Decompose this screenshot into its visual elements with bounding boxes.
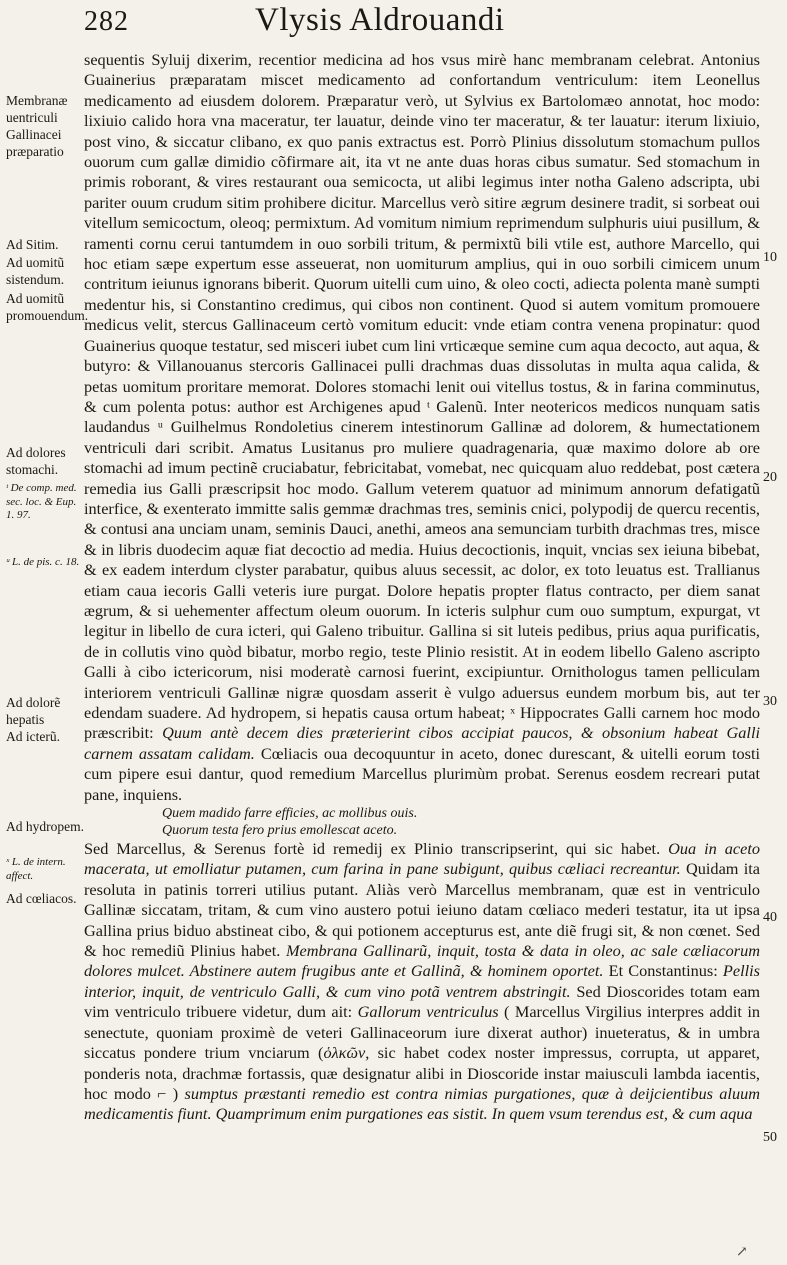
line-number-10: 10 xyxy=(763,250,777,265)
italic-quote: Membrana Gallinarũ, inquit, tosta & data in oleo, ac sale cæliacorum dolores mulcet. Abstinere autem frugibus ante et Gallinã, & hominem oportet. xyxy=(84,941,760,981)
line-number-30: 30 xyxy=(763,694,777,709)
running-head: Vlysis Aldrouandi xyxy=(255,2,505,38)
italic-quote: Gallorum ventriculus xyxy=(357,1002,499,1022)
margin-note-vomitum-sistendum: Ad uomitũ sistendum. xyxy=(6,255,65,287)
margin-note-dolores-stomachi: Ad dolores stomachi. xyxy=(6,445,66,477)
margin-note-membrane: Membranæ uentriculi Gallinacei præparatio xyxy=(6,93,68,159)
text-run: Sed Marcellus, & Serenus fortè id remedij ex Plinio transcripserint, qui sic habet. xyxy=(84,839,661,859)
verse-line: Quorum testa fero prius emollescat aceto. xyxy=(162,823,398,839)
verse-line: Quem madido farre efficies, ac mollibus ouis. xyxy=(162,806,418,822)
text-run: Quidam ita resoluta in patinis torreri utilius putant. Aliàs verò Marcellus membranam, quæ est in ventriculo Gallinæ siccatam, tritam, & cum vino austero potui ieiuno datam cœliaco mederi testatur, ita ut ipsa Gallina prius biduo abstineat cibo, & qui potionem accepturus est, ante diẽ frugi sit, & non cœnet. Sed & hoc remediũ Plinius habet. xyxy=(84,859,760,961)
margin-note-dolore-hepatis: Ad dolorẽ hepatis xyxy=(6,695,61,727)
text-run: , sic habet codex noster impressus, corrupta, ut apparet, ponderis nota, drachmæ fortassis, quæ designatur alibi in Dioscoride instar maiusculi lambda iacentis, hoc modo ⌐ ) xyxy=(84,1043,760,1103)
italic-quote: Quum antè decem dies præterierint cibos accipiat paucos, & obsonium habeat Galli carnem assatam calidam. xyxy=(84,723,760,763)
italic-quote: sumptus præstanti remedio est contra nimias purgationes, quæ à deijcientibus aluum medicamentis fiunt. Quamprimum enim purgationes eas sistit. In quem vsum terendus est, & cum aqua xyxy=(84,1083,760,1124)
main-text xyxy=(84,50,760,1125)
paragraph xyxy=(84,50,760,805)
text-run: ( Marcellus Virgilius interpres addit in senectute, quoniam proximè de veteri Gallinaceorum iure dixerat author) inueteratus, & in umbra siccatus pondere trium vnciarum ( xyxy=(84,1002,760,1063)
margin-note-icterum: Ad icterũ. xyxy=(6,729,60,744)
text-run: Cœliacis oua decoquuntur in aceto, donec durescant, & uitelli eorum tosti cum pipere esui dantur, quod remedium Marcellus plurimùm probat. Serenus eosdem recreari putat pane, inquiens. xyxy=(84,743,761,804)
handwritten-annotation-icon: ↗ xyxy=(736,1245,748,1260)
line-number-40: 40 xyxy=(763,910,777,925)
italic-quote: Oua in aceto macerata, ut emolliatur putamen, cum farina in pane subigunt, quibus cæliaci recreantur. xyxy=(84,839,761,879)
margin-note-ref-x: ˣ L. de intern. affect. xyxy=(6,856,66,882)
margin-note-ref-u: ᵘ L. de pis. c. 18. xyxy=(6,556,80,568)
line-number-20: 20 xyxy=(763,470,777,485)
paragraph xyxy=(84,839,760,1125)
margin-note-hydropem: Ad hydropem. xyxy=(6,819,84,834)
text-run: sequentis Syluij dixerim, recentior medicina ad hos vsus mirè hanc membranam celebrat. Antonius Guainerius præparatam miscet medicamento ad confortandum ventriculum: item Leonellus medicamento ad eiusdem dolorem. Præparatur verò, ut Sylvius ex Bartolomæo annotat, hoc modo: lixiuio calido hora vna maceratur, ter lauatur, deinde vino ter maceratur, & ter lauatur: iterum lixiuio, post vino, & siccatur clibano, ex quo panis extractus est. Porrò Plinius dissolutum stomachum pullos ouorum cum gallæ dimidio cõfirmare ait, ita vt ne ante duas horas cibus sumatur. Sed stomachum in primis roborant, & vires restaurant oua semicocta, ut alibi legimus inter notha Galeno adscripta, ubi pariter ouum crudum sitim prohibere dicitur. Marcellus verò sitire ægrum desinere tradit, si sorbeat oui vitellum semicoctum, oleoq; permixtum. Ad vomitum nimium reprimendum sulphuris uiui pusillum, & ramenti cornu cerui tantumdem in ouo sorbili tritum, & permixtũ bili vtile est, authore Marcello, qui hoc etiam sæpe expertum esse asseuerat, non uomiturum amplius, qui in ouo sorbili cimicem unum contritum ieiunus ignorans biberit. Quorum uitelli cum uino, & oleo cocti, adiecta polenta manè sumpti medentur his, si Constantino credimus, qui cibos non continent. Quod si autem vomitum promouere medicus velit, stercus Gallinaceum certò vomitum educit: vnde etiam contra venena propinatur: quod Guainerius quoque testatur, sed misceri iubet cum lini vrticæque semine cum aqua decocto, aut aqua, & butyro: & Villanouanus stercoris Gallinacei pulli drachmas duas dissolutas in multa aqua calida, & petas uomitum proritare memorat. Dolores stomachi lenit oui vitellus tostus, & in farina comminutus, & cum polenta potus: author est Archigenes apud ᵗ Galenũ. Inter neotericos medicos nunquam satis laudandus ᵘ Guilhelmus Rondoletius cinerem intestinorum Gallinæ ad dolorem, & humectationem ventriculi dari scribit. Amatus Lusitanus pro muliere quadragenaria, quæ maximo dolore ab ore stomachi ad imum pectinẽ cruciabatur, febricitabat, vomebat, nec quicquam aluo reddebat, post cætera remedia ius Galli præscripsit hoc modo. Gallum veterem quatuor ad minimum annorum defatigatũ interfice, & exenterato immitte salis gemmæ drachmas tres, seminis cnici, polypodij de quercu recentis, & contusi ana unciam unam, seminis Dauci, anethi, ameos ana semunciam turbith drachmas tres, misce & in libris duodecim aquæ fiat decoctio ad media. Huius decoctionis, inquit, vncias sex ieiuna bibebat, & ex eadem interdum clyster parabatur, quibus aluus secessit, ac dolor, ex toto leuatus est. Trallianus etiam caua iecoris Galli veteris iure purgat. Dolore hepatis propter flatus contracto, per diem sanat ægrum, & si uehementer affectum oleum ouorum. In icteris sulphur cum ouo sumptum, expurgat, vt legitur in libello de cura icteri, qui Galeno tribuitur. Gallina si sit luteis pedibus, prius aqua purificatis, de in collutis vino quòd bibatur, morbo regio, teste Plinio resistit. At in eodem libello Galeno ascripto Galli à cibo ictericorum, nisi moderatè carnosi fuerint, excipiuntur. Ornithologus tamen pelliculam interiorem ventriculi Gallinæ nigræ quosdam asserit è vulgo aduersus eundem morbum bis, aut ter edendam suadere. Ad hydropem, si hepatis causa ortum habeat; ˣ Hippocrates Galli carnem hoc modo præscribit: xyxy=(84,50,760,743)
text-run: Et Constantinus: xyxy=(608,961,718,981)
page-header xyxy=(0,2,787,46)
line-number-50: 50 xyxy=(763,1130,777,1145)
margin-note-ref-t: ᵗ De comp. med. sec. loc. & Eup. 1. 97. xyxy=(6,482,77,521)
text-run: Sed Dioscorides totam eam vim ventriculo tribuere videtur, dum ait: xyxy=(84,981,760,1022)
margin-note-sitim: Ad Sitim. xyxy=(6,237,59,252)
greek-word: ὁλκῶν xyxy=(323,1043,366,1063)
italic-quote: Pellis interior, inquit, de ventriculo Galli, & cum vino potã ventrem abstringit. xyxy=(84,961,760,1001)
margin-note-vomitum-promouendum: Ad uomitũ promouendum. xyxy=(6,291,89,323)
page-number: 282 xyxy=(84,6,129,37)
margin-note-coeliacos: Ad cœliacos. xyxy=(6,891,77,906)
